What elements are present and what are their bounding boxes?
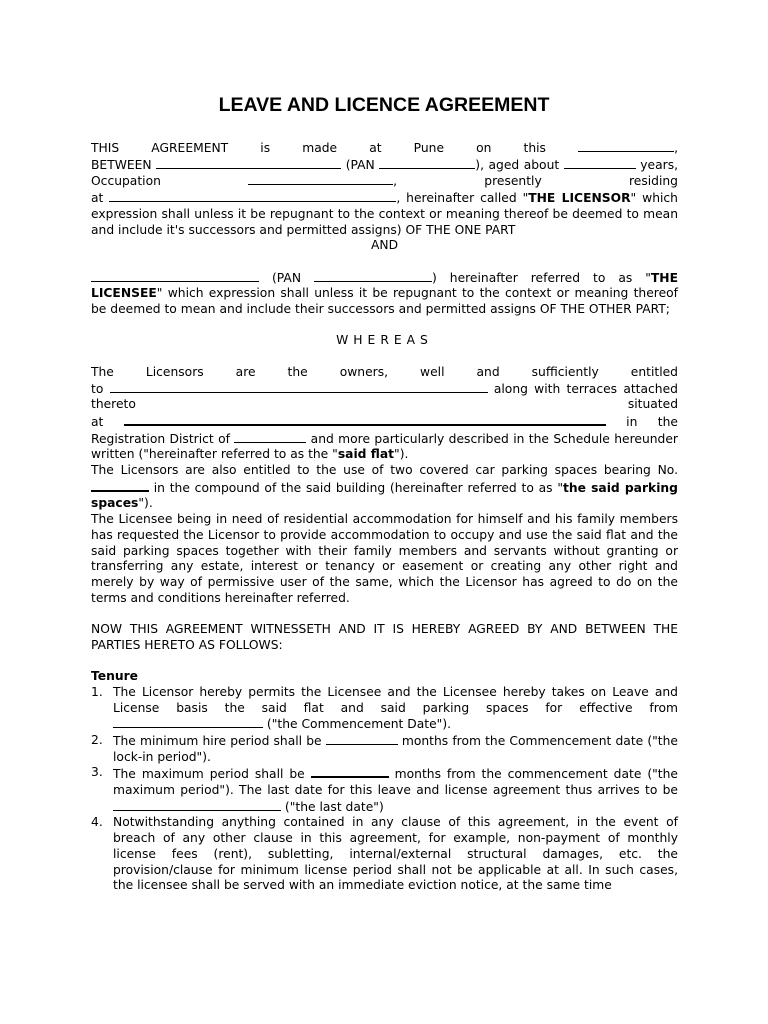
licensee-paragraph: (PAN ) hereinafter referred to as "THE LICENSEE" which expression shall unless it be repugnant to the context or meaning thereof be deemed to mean and include their successors and permitted assigns OF THE OTHER PART; (91, 270, 678, 317)
clause-item: 4. Notwithstanding anything contained in any clause of this agreement, in the event of breach of any other clause in this agreement, for example, non-payment of monthly license fees (rent), subletting, internal/external structural damages, etc. the provision/clause for minimum license period shall not be applicable at all. In such cases, the licensee shall be served with an immediate eviction notice, at the same time (91, 815, 678, 893)
intro-line-4: at , hereinafter called "THE LICENSOR" which expression shall unless it be repugnant to the context or meaning thereof be deemed to mean and include it's successors and permitted assigns) OF THE ONE PART (91, 191, 678, 237)
whereas-line-4: at in the (91, 414, 678, 429)
whereas-parking-paragraph: The Licensors are also entitled to the use of two covered car parking spaces bearing No. in the compound of the said building (hereinafter referred to as "the said parking spaces"). (91, 463, 678, 511)
clause-item: 3. The maximum period shall be months from the commencement date ("the maximum period"). The last date for this leave and license agreement thus arrives to be ("the last date") (91, 765, 678, 814)
blank-maximum-months (311, 765, 389, 778)
clause-item: 2. The minimum hire period shall be months from the Commencement date ("the lock-in period"). (91, 732, 678, 764)
blank-licensor-address (109, 190, 396, 202)
document-body (91, 140, 678, 894)
blank-registration-district (234, 431, 306, 443)
blank-licensor-name (156, 157, 341, 169)
whereas-heading: WHEREAS (336, 333, 433, 348)
whereas-line-5: Registration District of and more particularly described in the Schedule hereunder written ("hereinafter referred to as the "said flat"). (91, 431, 678, 462)
witnesseth-paragraph: NOW THIS AGREEMENT WITNESSETH AND IT IS HEREBY AGREED BY AND BETWEEN THE PARTIES HERETO AS FOLLOWS: (91, 622, 678, 652)
tenure-heading: Tenure (91, 669, 139, 684)
blank-parking-numbers (91, 479, 149, 492)
blank-licensee-name (91, 270, 259, 282)
blank-minimum-months (326, 733, 398, 745)
blank-flat-location (124, 413, 606, 426)
document-title: LEAVE AND LICENCE AGREEMENT (218, 94, 550, 116)
blank-date (578, 140, 674, 152)
whereas-line-3: thereto situated (91, 397, 678, 412)
blank-licensor-age (564, 157, 636, 169)
and-separator: AND (370, 238, 399, 253)
whereas-line-2: to along with terraces attached (91, 381, 678, 396)
blank-commencement-date (113, 716, 263, 728)
blank-licensee-pan (314, 270, 432, 282)
tenure-clauses (91, 685, 678, 894)
intro-line-1: THIS AGREEMENT is made at Pune on this , (91, 141, 678, 155)
whereas-line-1: The Licensors are the owners, well and sufficiently entitled (91, 364, 678, 379)
clause-item: 1. The Licensor hereby permits the Licensee and the Licensee hereby takes on Leave and License basis the said flat and said parking spaces for effective from ("the Commencement Date"). (91, 684, 678, 732)
intro-line-3: Occupation , presently residing (91, 174, 678, 189)
blank-last-date (113, 799, 281, 811)
whereas-need-paragraph: The Licensee being in need of residential accommodation for himself and his family members has requested the Licensor to provide accommodation to occupy and use the said flat and the said parking spaces together with their family members and servants without granting or transferring any estate, interest or tenancy or easement or creating any other right and merely by way of permissive user of the same, which the Licensor has agreed to do on the terms and conditions hereinafter referred. (91, 512, 678, 605)
blank-licensor-occupation (248, 173, 393, 185)
blank-flat-description (110, 381, 488, 393)
blank-licensor-pan (379, 157, 475, 169)
intro-line-2: BETWEEN (PAN ), aged about years, (91, 157, 679, 172)
